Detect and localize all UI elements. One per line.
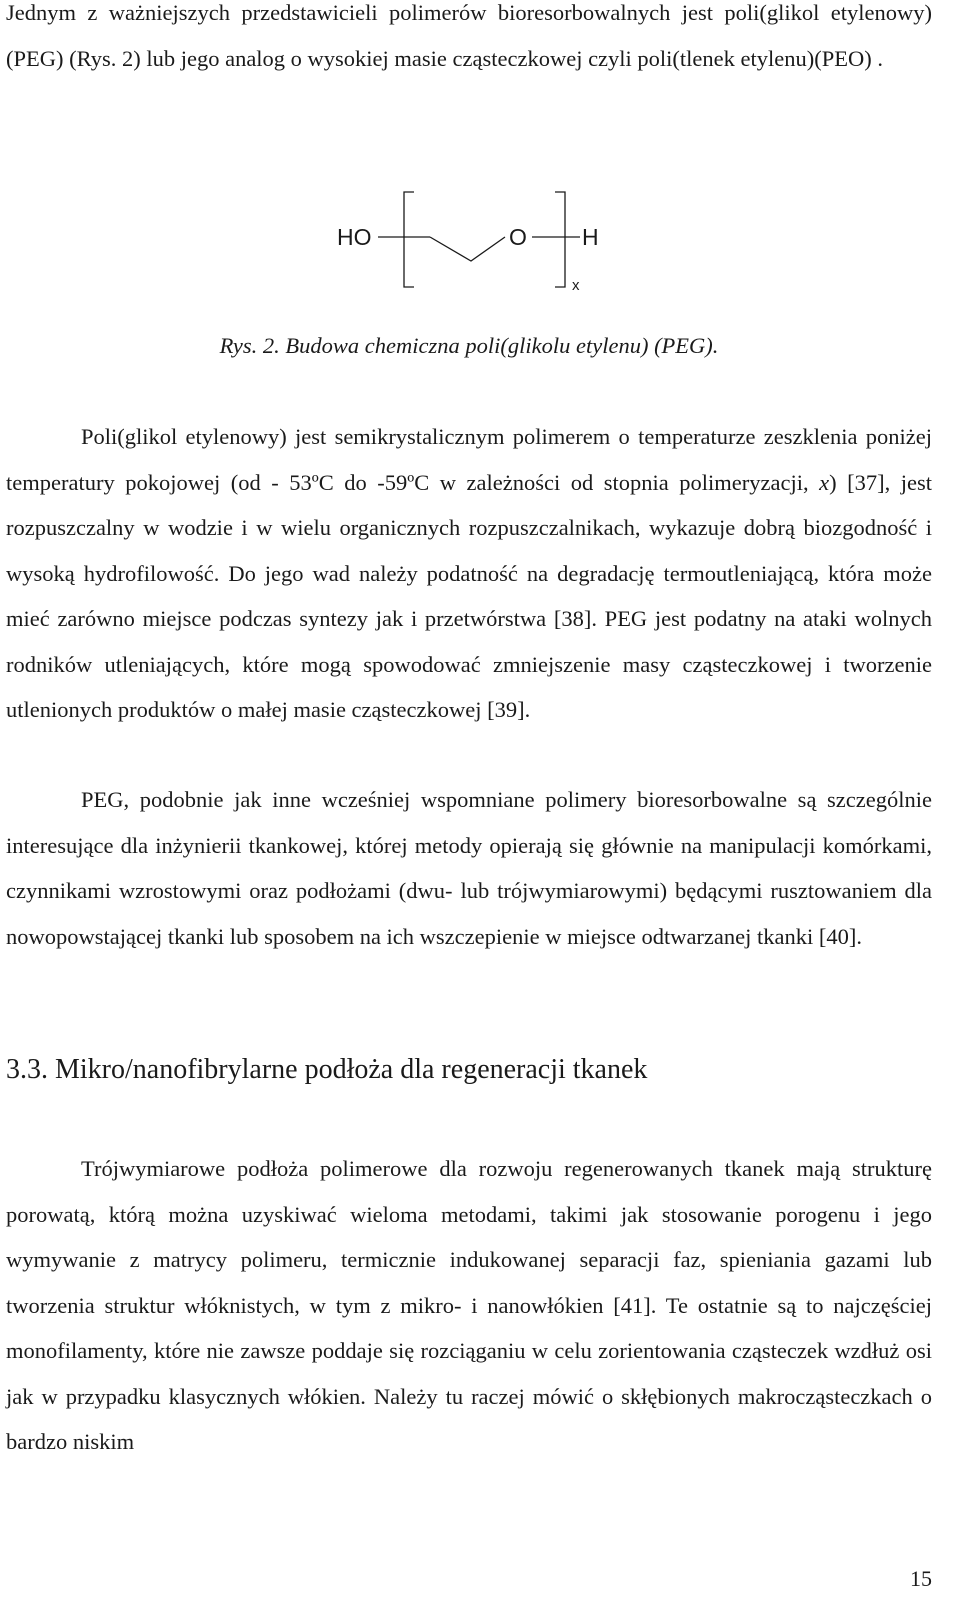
left-bracket: [404, 192, 414, 287]
paragraph-1-part-b: ) [37], jest rozpuszczalny w wodzie i w wielu organicznych rozpuszczalnikach, wykazuje dobrą biozgodność i wysoką hydrofilowość. Do jego wad należy podatność na degradację termoutleniającą, która może mieć zarówno miejsce podczas syntezy jak i przetwórstwa [38]. PEG jest podatny na ataki wolnych rodników utleniających, które mogą spowodować zmniejszenie masy cząsteczkowej i tworzenie utlenionych produktów o małej masie cząsteczkowej [39].: [6, 469, 932, 722]
right-bracket: [555, 192, 565, 287]
ethylene-chain: [430, 237, 505, 261]
page-number: 15: [910, 1566, 932, 1591]
figure-caption: Rys. 2. Budowa chemiczna poli(glikolu etylenu) (PEG).: [219, 333, 719, 358]
intro-paragraph: Jednym z ważniejszych przedstawicieli polimerów bioresorbowalnych jest poli(glikol etylenowy)(PEG) (Rys. 2) lub jego analog o wysokiej masie cząsteczkowej czyli poli(tlenek etylenu)(PEO) .: [6, 0, 932, 71]
label-h: H: [582, 224, 599, 250]
section-heading: 3.3. Mikro/nanofibrylarne podłoża dla regeneracji tkanek: [6, 1054, 648, 1085]
paragraph-peg-properties: [6, 414, 932, 733]
paragraph-1-italic-x: x: [819, 469, 830, 495]
paragraph-scaffolds: Trójwymiarowe podłoża polimerowe dla rozwoju regenerowanych tkanek mają strukturę porowatą, którą można uzyskiwać wieloma metodami, takimi jak stosowanie porogenu i jego wymywanie z matrycy polimeru, termicznie indukowanej separacji faz, spieniania gazami lub tworzenia struktur włóknistych, w tym z mikro- i nanowłókien [41]. Te ostatnie są to najczęściej monofilamenty, które nie zawsze poddaje się rozciąganiu w celu zorientowania cząsteczek wzdłuż osi jak w przypadku klasycznych włókien. Należy tu raczej mówić o skłębionych makrocząsteczkach o bardzo niskim: [6, 1156, 932, 1454]
peg-structure-figure: [6, 180, 932, 310]
paragraph-peg-tissue-engineering: PEG, podobnie jak inne wcześniej wspomniane polimery bioresorbowalne są szczególnie interesujące dla inżynierii tkankowej, której metody opierają się głównie na manipulacji komórkami, czynnikami wzrostowymi oraz podłożami (dwu- lub trójwymiarowymi) będącymi rusztowaniem dla nowopowstającej tkanki lub sposobem na ich wszczepienie w miejsce odtwarzanej tkanki [40].: [6, 787, 932, 949]
label-ho: HO: [337, 224, 372, 250]
label-o: O: [509, 224, 527, 250]
peg-structure-diagram: [6, 180, 932, 310]
label-subscript-x: x: [572, 277, 580, 294]
paragraph-1-part-a: Poli(glikol etylenowy) jest semikrystalicznym polimerem o temperaturze zeszklenia poniżej temperatury pokojowej (od - 53ºC do -59ºC w zależności od stopnia polimeryzacji,: [6, 424, 932, 495]
